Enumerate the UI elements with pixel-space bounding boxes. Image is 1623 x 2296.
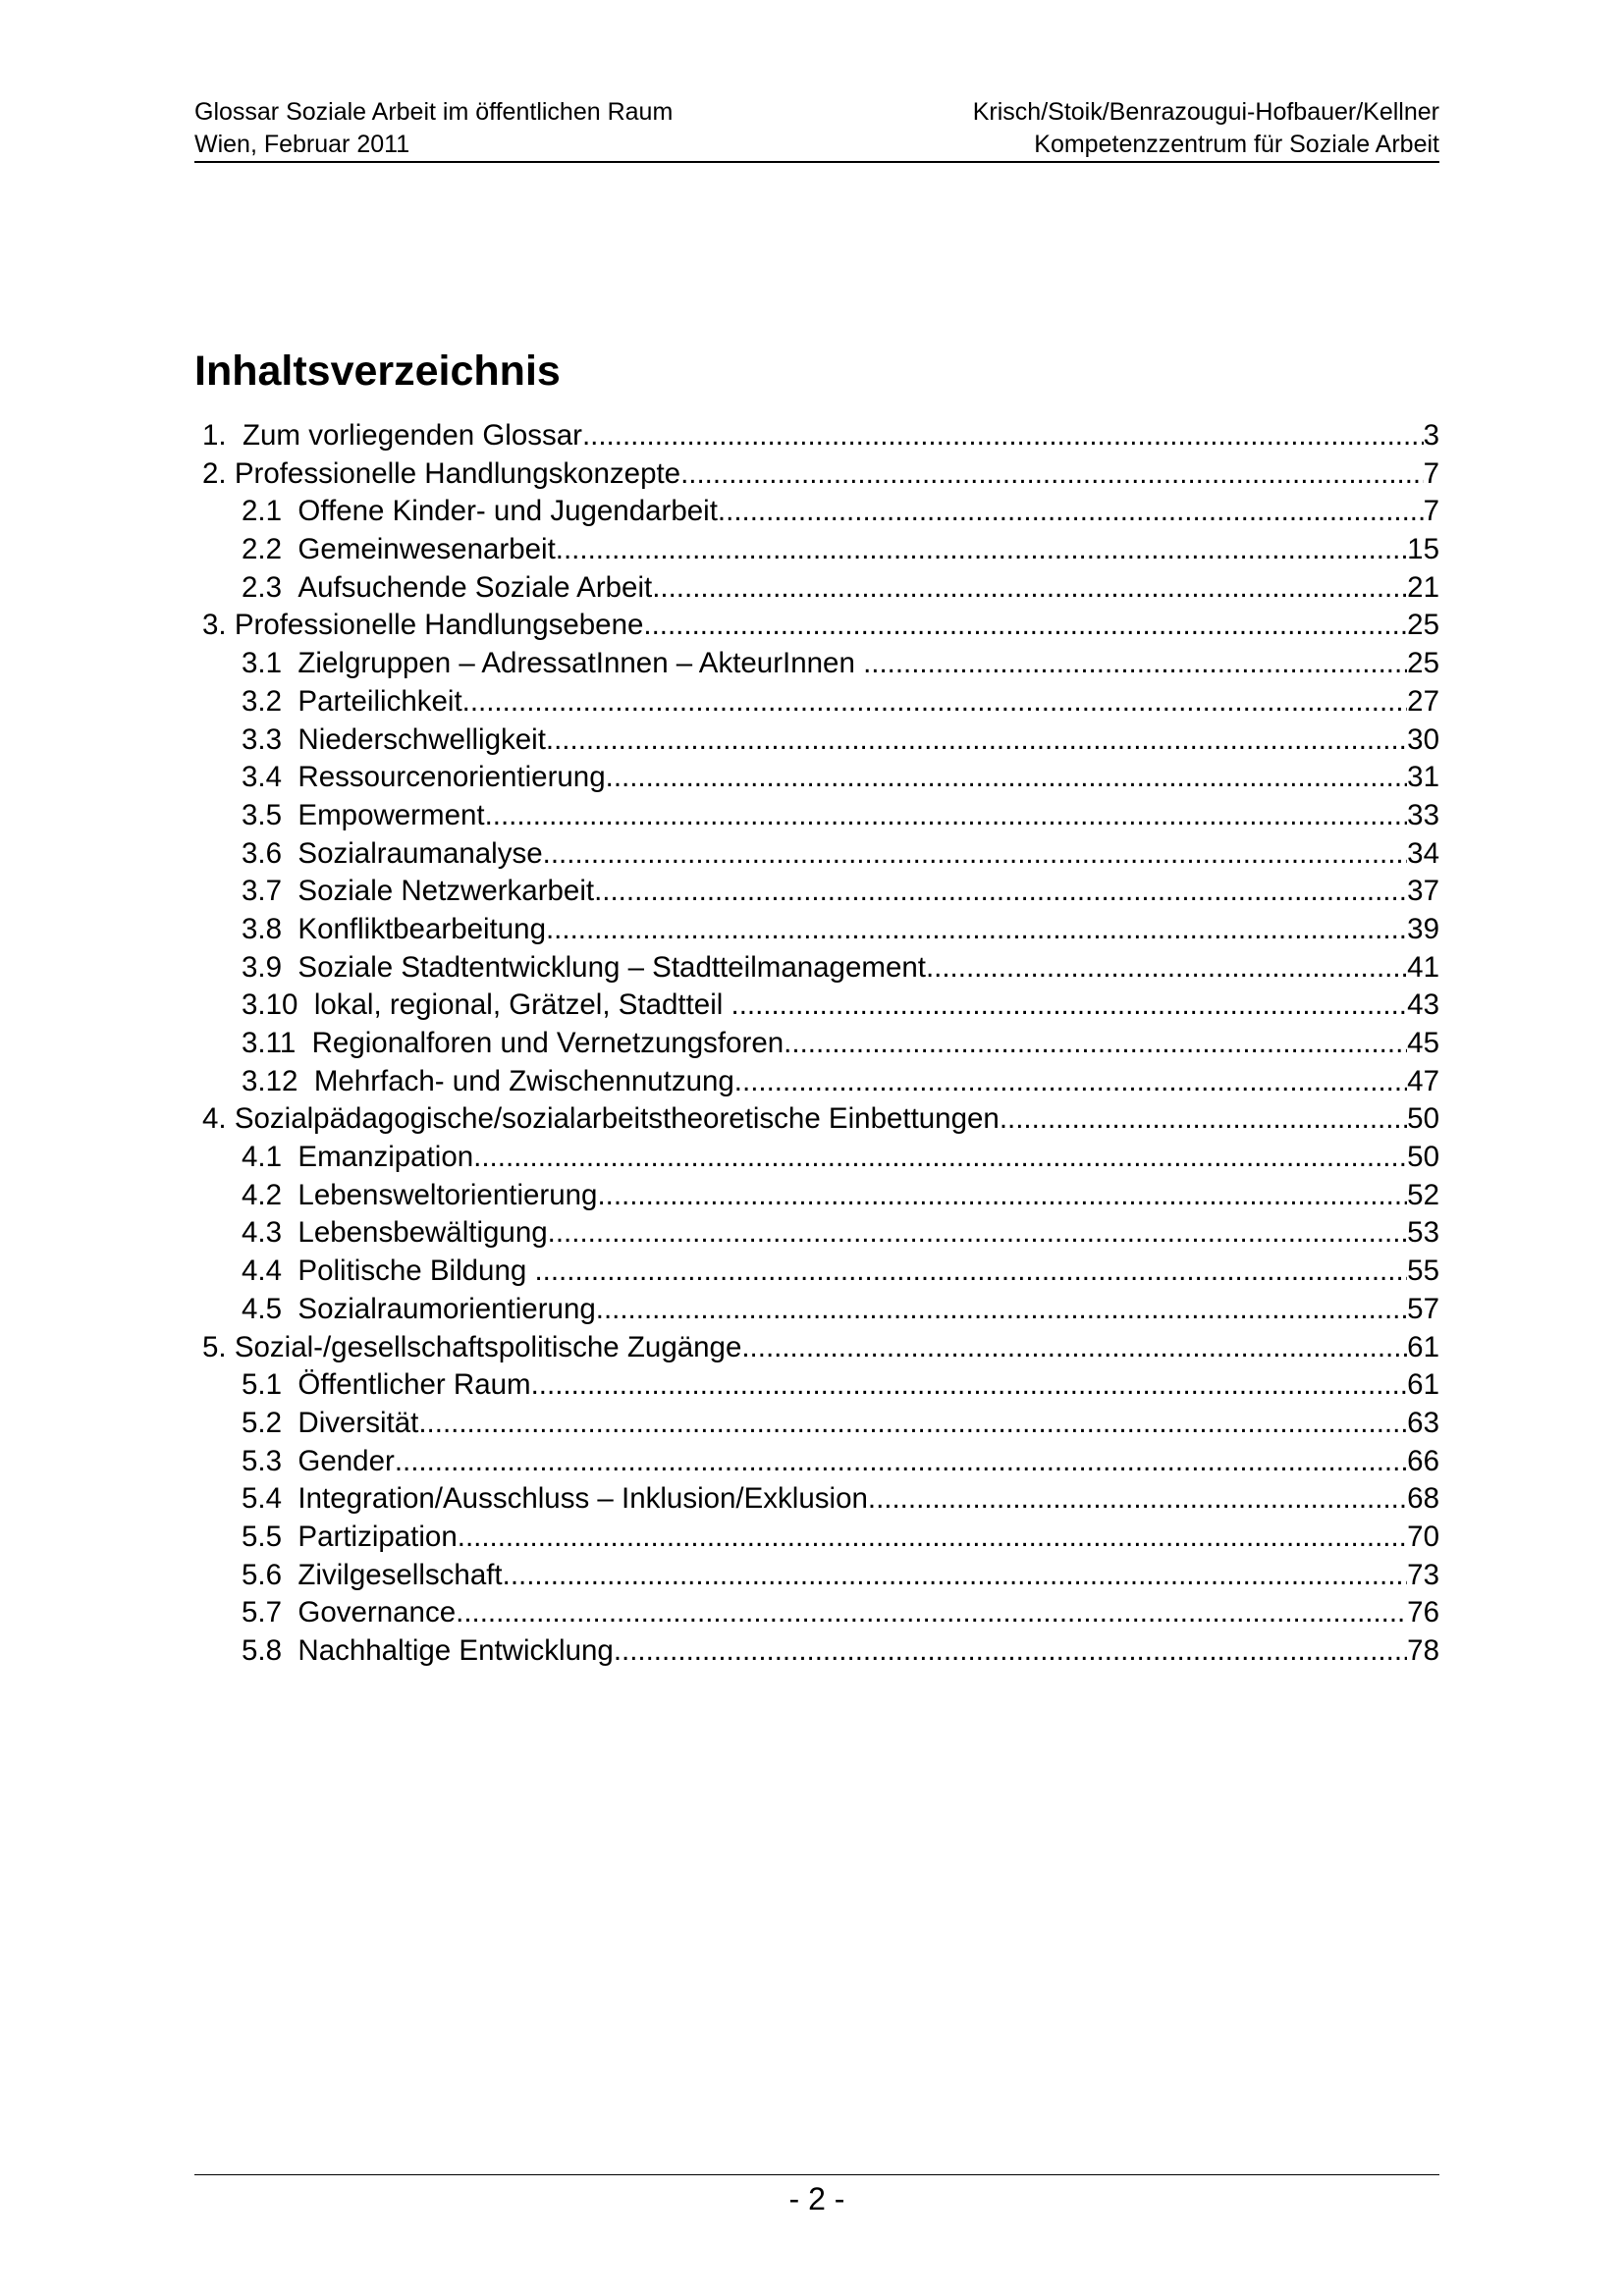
toc-entry-page: 66 xyxy=(1407,1444,1439,1477)
toc-entry[interactable] xyxy=(202,1139,1439,1177)
toc-dot-leader xyxy=(596,1291,1407,1329)
toc-dot-leader xyxy=(594,873,1407,911)
toc-entry-number: 4.3 xyxy=(242,1216,298,1250)
toc-entry-label: Partizipation xyxy=(298,1520,458,1553)
toc-entry[interactable] xyxy=(202,1025,1439,1063)
toc-entry-page: 39 xyxy=(1407,912,1439,945)
toc-entry-page: 61 xyxy=(1407,1368,1439,1402)
toc-entry-label: Offene Kinder- und Jugendarbeit xyxy=(298,495,718,528)
toc-entry[interactable] xyxy=(202,1480,1439,1519)
toc-entry-label: Zielgruppen – AdressatInnen – AkteurInnen xyxy=(298,647,864,680)
toc-entry-number: 5.2 xyxy=(242,1406,298,1439)
toc-entry-label: Emanzipation xyxy=(298,1141,474,1174)
toc-entry[interactable] xyxy=(202,949,1439,988)
toc-entry-page: 57 xyxy=(1407,1292,1439,1325)
toc-entry-page: 31 xyxy=(1407,761,1439,794)
toc-entry-number: 5.7 xyxy=(242,1596,298,1629)
toc-entry[interactable] xyxy=(202,873,1439,911)
toc-entry-number: 5.4 xyxy=(242,1482,298,1516)
toc-entry-label: Sozialraumanalyse xyxy=(298,836,543,870)
toc-entry[interactable] xyxy=(202,531,1439,569)
toc-entry-label: Professionelle Handlungsebene xyxy=(234,609,644,642)
toc-entry[interactable] xyxy=(202,911,1439,949)
toc-entry-number: 3.4 xyxy=(242,761,298,794)
toc-entry-number: 3.5 xyxy=(242,798,298,831)
toc-entry-label: Politische Bildung xyxy=(298,1255,535,1288)
toc-entry-page: 27 xyxy=(1407,684,1439,718)
toc-dot-leader xyxy=(543,835,1408,874)
toc-entry-label: Governance xyxy=(298,1596,457,1629)
toc-entry[interactable] xyxy=(202,759,1439,797)
toc-entry-page: 76 xyxy=(1407,1596,1439,1629)
toc-dot-leader xyxy=(503,1557,1408,1595)
toc-dot-leader xyxy=(582,417,1424,455)
table-of-contents xyxy=(202,417,1439,1671)
toc-entry[interactable] xyxy=(202,569,1439,608)
toc-entry-page: 30 xyxy=(1407,722,1439,756)
toc-entry-page: 33 xyxy=(1407,798,1439,831)
toc-entry-label: lokal, regional, Grätzel, Stadtteil xyxy=(313,988,731,1022)
page-title: Inhaltsverzeichnis xyxy=(194,347,561,395)
toc-entry-number: 3.3 xyxy=(242,722,298,756)
toc-dot-leader xyxy=(741,1329,1407,1367)
toc-entry-label: Diversität xyxy=(298,1406,419,1439)
toc-dot-leader xyxy=(784,1025,1407,1063)
toc-dot-leader xyxy=(395,1443,1407,1481)
toc-dot-leader xyxy=(606,759,1408,797)
toc-dot-leader xyxy=(485,797,1408,835)
toc-entry-label: Sozialpädagogische/sozialarbeitstheoretische Einbettungen xyxy=(234,1102,1000,1136)
toc-dot-leader xyxy=(458,1519,1407,1557)
toc-entry[interactable] xyxy=(202,455,1439,494)
toc-entry-number: 4. xyxy=(202,1102,235,1136)
toc-dot-leader xyxy=(926,949,1407,988)
toc-entry-label: Mehrfach- und Zwischennutzung xyxy=(313,1064,734,1097)
toc-entry-label: Gemeinwesenarbeit xyxy=(298,533,556,566)
toc-entry-page: 78 xyxy=(1407,1634,1439,1667)
toc-dot-leader xyxy=(680,455,1423,494)
toc-entry-label: Lebensbewältigung xyxy=(298,1216,548,1250)
toc-entry[interactable] xyxy=(202,645,1439,683)
toc-entry[interactable] xyxy=(202,1366,1439,1405)
toc-dot-leader xyxy=(614,1632,1407,1671)
toc-entry-page: 7 xyxy=(1423,495,1439,528)
toc-entry[interactable] xyxy=(202,1214,1439,1253)
toc-entry-page: 41 xyxy=(1407,950,1439,984)
toc-entry-label: Empowerment xyxy=(298,798,485,831)
toc-entry-page: 25 xyxy=(1407,609,1439,642)
toc-entry-number: 3.12 xyxy=(242,1064,314,1097)
toc-entry-number: 4.2 xyxy=(242,1178,298,1211)
toc-entry-page: 73 xyxy=(1407,1558,1439,1591)
toc-entry-number: 2.2 xyxy=(242,533,298,566)
header-date: Wien, Februar 2011 xyxy=(194,131,410,158)
toc-entry-page: 52 xyxy=(1407,1178,1439,1211)
header-left xyxy=(194,96,673,161)
toc-entry[interactable] xyxy=(202,721,1439,760)
toc-entry[interactable] xyxy=(202,987,1439,1025)
toc-entry-number: 1. xyxy=(202,419,243,452)
toc-entry-page: 55 xyxy=(1407,1255,1439,1288)
toc-dot-leader xyxy=(473,1139,1407,1177)
toc-entry-label: Soziale Stadtentwicklung – Stadtteilmanagement xyxy=(298,950,926,984)
toc-entry-label: Konfliktbearbeitung xyxy=(298,912,546,945)
page-number: - 2 - xyxy=(788,2181,845,2216)
toc-entry[interactable] xyxy=(202,1443,1439,1481)
toc-entry-page: 50 xyxy=(1407,1141,1439,1174)
toc-entry[interactable] xyxy=(202,1100,1439,1139)
toc-entry-number: 3.10 xyxy=(242,988,314,1022)
toc-entry-page: 45 xyxy=(1407,1027,1439,1059)
toc-dot-leader xyxy=(534,1253,1407,1291)
toc-entry[interactable] xyxy=(202,835,1439,874)
toc-entry-number: 5. xyxy=(202,1330,235,1363)
toc-dot-leader xyxy=(531,1366,1408,1405)
toc-entry-label: Zivilgesellschaft xyxy=(298,1558,503,1591)
footer-divider xyxy=(194,2174,1439,2175)
toc-entry-page: 47 xyxy=(1407,1064,1439,1097)
toc-entry-page: 61 xyxy=(1407,1330,1439,1363)
toc-entry-label: Sozial-/gesellschaftspolitische Zugänge xyxy=(234,1330,742,1363)
toc-entry-number: 3.8 xyxy=(242,912,298,945)
toc-entry-number: 2. xyxy=(202,456,235,490)
toc-dot-leader xyxy=(868,1480,1407,1519)
toc-entry-page: 25 xyxy=(1407,647,1439,680)
toc-entry-number: 3.6 xyxy=(242,836,298,870)
toc-entry[interactable] xyxy=(202,607,1439,645)
toc-dot-leader xyxy=(652,569,1407,608)
toc-entry-page: 50 xyxy=(1407,1102,1439,1136)
toc-dot-leader xyxy=(546,721,1407,760)
toc-entry[interactable] xyxy=(202,1063,1439,1101)
toc-dot-leader xyxy=(546,911,1407,949)
toc-entry-label: Integration/Ausschluss – Inklusion/Exklusion xyxy=(298,1482,868,1516)
toc-dot-leader xyxy=(556,531,1407,569)
toc-dot-leader xyxy=(643,607,1407,645)
header-document-title: Glossar Soziale Arbeit im öffentlichen Raum xyxy=(194,98,674,126)
toc-dot-leader xyxy=(731,987,1408,1025)
header-right xyxy=(973,96,1439,161)
toc-entry-label: Soziale Netzwerkarbeit xyxy=(298,875,595,908)
toc-entry[interactable] xyxy=(202,1177,1439,1215)
toc-entry[interactable] xyxy=(202,797,1439,835)
toc-entry-number: 5.1 xyxy=(242,1368,298,1402)
toc-entry-page: 68 xyxy=(1407,1482,1439,1516)
toc-entry-page: 70 xyxy=(1407,1520,1439,1553)
toc-entry-number: 2.3 xyxy=(242,570,298,604)
header-authors: Krisch/Stoik/Benrazougui-Hofbauer/Kellner xyxy=(972,98,1439,126)
toc-dot-leader xyxy=(734,1063,1407,1101)
toc-entry-page: 15 xyxy=(1407,533,1439,566)
toc-entry[interactable] xyxy=(202,1253,1439,1291)
toc-entry-label: Nachhaltige Entwicklung xyxy=(298,1634,614,1667)
toc-entry[interactable] xyxy=(202,1594,1439,1632)
toc-dot-leader xyxy=(863,645,1407,683)
toc-entry-page: 7 xyxy=(1423,456,1439,490)
toc-entry-label: Parteilichkeit xyxy=(298,684,462,718)
header-organization: Kompetenzzentrum für Soziale Arbeit xyxy=(1034,131,1439,158)
toc-entry-number: 5.3 xyxy=(242,1444,298,1477)
toc-entry[interactable] xyxy=(202,1632,1439,1671)
toc-dot-leader xyxy=(418,1405,1407,1443)
toc-entry[interactable] xyxy=(202,1291,1439,1329)
toc-entry-number: 3.1 xyxy=(242,647,298,680)
toc-entry[interactable] xyxy=(202,683,1439,721)
toc-entry-page: 53 xyxy=(1407,1216,1439,1250)
toc-entry-number: 3.9 xyxy=(242,950,298,984)
toc-entry-number: 4.5 xyxy=(242,1292,298,1325)
toc-entry-number: 3.11 xyxy=(242,1027,312,1059)
toc-entry-label: Lebensweltorientierung xyxy=(298,1178,598,1211)
toc-entry[interactable] xyxy=(202,1519,1439,1557)
toc-entry-label: Professionelle Handlungskonzepte xyxy=(234,456,681,490)
toc-entry[interactable] xyxy=(202,417,1439,455)
toc-entry-number: 4.1 xyxy=(242,1141,298,1174)
toc-entry-label: Gender xyxy=(298,1444,395,1477)
toc-dot-leader xyxy=(462,683,1408,721)
toc-dot-leader xyxy=(597,1177,1407,1215)
toc-entry-label: Regionalforen und Vernetzungsforen xyxy=(311,1027,784,1059)
toc-entry-number: 5.6 xyxy=(242,1558,298,1591)
toc-entry-page: 34 xyxy=(1407,836,1439,870)
toc-entry-number: 4.4 xyxy=(242,1255,298,1288)
toc-entry-page: 43 xyxy=(1407,988,1439,1022)
toc-entry-number: 3. xyxy=(202,609,235,642)
toc-entry-label: Niederschwelligkeit xyxy=(298,722,546,756)
toc-dot-leader xyxy=(1000,1100,1407,1139)
toc-entry[interactable] xyxy=(202,1405,1439,1443)
toc-entry-number: 5.5 xyxy=(242,1520,298,1553)
toc-entry-page: 37 xyxy=(1407,875,1439,908)
toc-dot-leader xyxy=(718,493,1424,531)
toc-entry-page: 63 xyxy=(1407,1406,1439,1439)
toc-entry-number: 3.7 xyxy=(242,875,298,908)
toc-entry-page: 3 xyxy=(1423,419,1439,452)
toc-entry[interactable] xyxy=(202,493,1439,531)
toc-entry-label: Ressourcenorientierung xyxy=(298,761,606,794)
toc-entry-label: Zum vorliegenden Glossar xyxy=(243,419,582,452)
toc-entry-page: 21 xyxy=(1407,570,1439,604)
toc-entry-number: 5.8 xyxy=(242,1634,298,1667)
toc-entry-label: Sozialraumorientierung xyxy=(298,1292,596,1325)
toc-entry[interactable] xyxy=(202,1329,1439,1367)
toc-entry-label: Aufsuchende Soziale Arbeit xyxy=(298,570,653,604)
toc-dot-leader xyxy=(456,1594,1407,1632)
toc-entry-number: 3.2 xyxy=(242,684,298,718)
toc-dot-leader xyxy=(548,1214,1408,1253)
toc-entry-label: Öffentlicher Raum xyxy=(298,1368,531,1402)
page-header xyxy=(194,96,1439,163)
toc-entry-number: 2.1 xyxy=(242,495,298,528)
toc-entry[interactable] xyxy=(202,1557,1439,1595)
